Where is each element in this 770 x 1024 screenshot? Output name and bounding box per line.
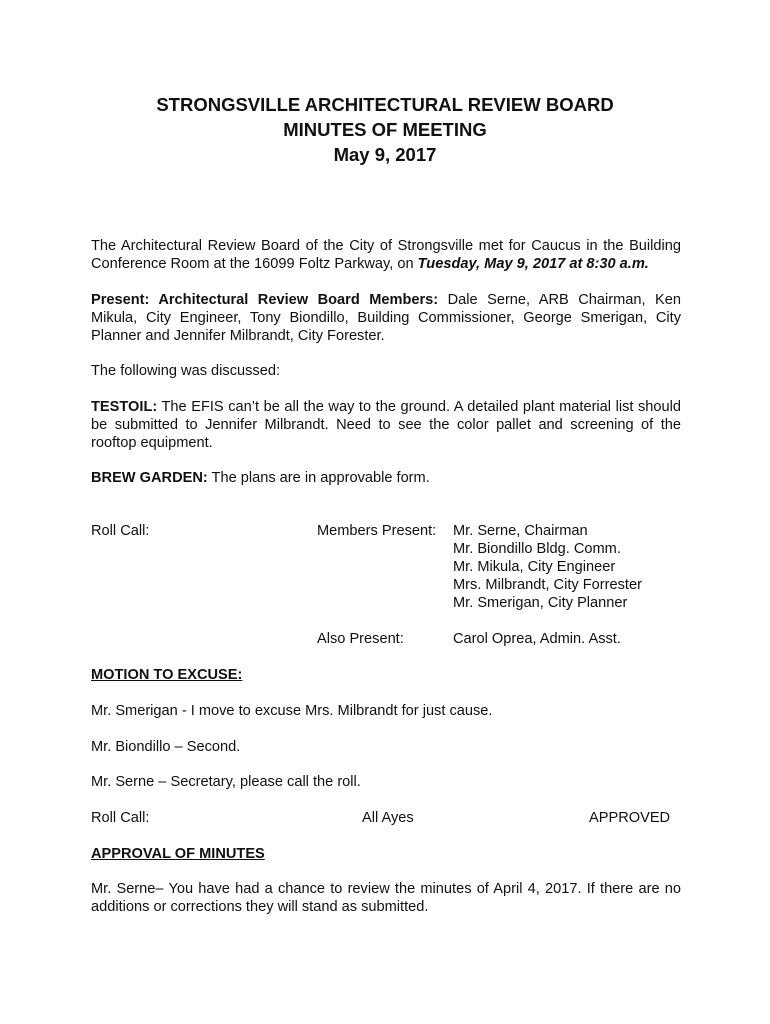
member-item: Mrs. Milbrandt, City Forrester bbox=[453, 577, 642, 593]
present-label: Present: Architectural Review Board Members: bbox=[91, 292, 439, 308]
testoil-paragraph bbox=[91, 398, 681, 452]
meeting-datetime: Tuesday, May 9, 2017 at 8:30 a.m. bbox=[417, 256, 649, 272]
intro-paragraph bbox=[91, 237, 681, 273]
title-board-name: STRONGSVILLE ARCHITECTURAL REVIEW BOARD bbox=[156, 94, 614, 115]
brew-garden-text: The plans are in approvable form. bbox=[207, 470, 430, 486]
member-item: Mr. Biondillo Bldg. Comm. bbox=[453, 541, 621, 557]
testoil-label: TESTOIL: bbox=[91, 399, 158, 415]
present-text: Dale Serne, ARB Chairman, Ken Mikula, City Engineer, Tony Biondillo, Building Commissioner, George Smerigan, City Planner and Jennifer Milbrandt, City Forester. bbox=[91, 292, 681, 344]
title-date: May 9, 2017 bbox=[333, 144, 437, 165]
title-minutes: MINUTES OF MEETING bbox=[283, 119, 487, 140]
brew-garden-label: BREW GARDEN: bbox=[91, 470, 208, 486]
also-present-name: Carol Oprea, Admin. Asst. bbox=[453, 631, 621, 647]
intro-text: The Architectural Review Board of the City of Strongsville met for Caucus in the Building Conference Room at the 16099 Foltz Parkway, on bbox=[91, 238, 681, 272]
document-title bbox=[0, 92, 770, 167]
brew-garden-paragraph bbox=[91, 469, 681, 487]
motion-roll-result: All Ayes bbox=[362, 810, 414, 826]
roll-request-line: Mr. Serne – Secretary, please call the roll. bbox=[91, 774, 361, 790]
second-line: Mr. Biondillo – Second. bbox=[91, 739, 241, 755]
motion-roll-call-label: Roll Call: bbox=[91, 810, 150, 826]
motion-line: Mr. Smerigan - I move to excuse Mrs. Milbrandt for just cause. bbox=[91, 703, 493, 719]
member-item: Mr. Smerigan, City Planner bbox=[453, 595, 628, 611]
members-present-label: Members Present: bbox=[317, 523, 437, 539]
motion-heading: MOTION TO EXCUSE: bbox=[91, 667, 243, 683]
roll-call-label: Roll Call: bbox=[91, 523, 150, 539]
testoil-text: The EFIS can’t be all the way to the ground. A detailed plant material list should be submitted to Jennifer Milbrandt. Need to see the color pallet and screening of the rooftop equipment. bbox=[91, 399, 681, 451]
present-paragraph bbox=[91, 291, 681, 345]
motion-status: APPROVED bbox=[589, 810, 671, 826]
approval-heading: APPROVAL OF MINUTES bbox=[91, 846, 265, 862]
approval-paragraph: Mr. Serne– You have had a chance to review the minutes of April 4, 2017. If there are no additions or corrections they will stand as submitted. bbox=[91, 881, 681, 915]
member-item: Mr. Serne, Chairman bbox=[453, 523, 588, 539]
discussed-line: The following was discussed: bbox=[91, 363, 280, 379]
also-present-label: Also Present: bbox=[317, 631, 404, 647]
member-item: Mr. Mikula, City Engineer bbox=[453, 559, 616, 575]
